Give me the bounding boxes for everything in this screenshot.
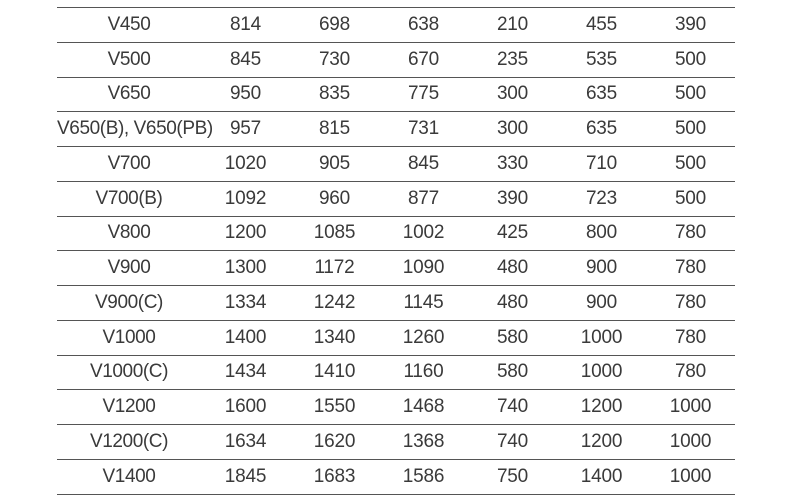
value-cell: 950 bbox=[201, 77, 290, 112]
model-cell: V500 bbox=[57, 42, 201, 77]
value-cell: 1090 bbox=[379, 251, 468, 286]
value-cell: 1172 bbox=[290, 251, 379, 286]
table-row bbox=[57, 216, 735, 251]
value-cell: 877 bbox=[379, 181, 468, 216]
value-cell: 1092 bbox=[201, 181, 290, 216]
model-cell: V900(C) bbox=[57, 286, 201, 321]
table-row bbox=[57, 320, 735, 355]
value-cell: 845 bbox=[379, 147, 468, 182]
value-cell: 775 bbox=[379, 77, 468, 112]
value-cell: 1242 bbox=[290, 286, 379, 321]
value-cell: 900 bbox=[557, 286, 646, 321]
value-cell: 1550 bbox=[290, 390, 379, 425]
value-cell: 1586 bbox=[379, 459, 468, 494]
model-cell: V1400 bbox=[57, 459, 201, 494]
value-cell: 1334 bbox=[201, 286, 290, 321]
value-cell: 390 bbox=[646, 8, 735, 43]
table-row bbox=[57, 42, 735, 77]
table-row bbox=[57, 8, 735, 43]
value-cell: 1200 bbox=[557, 425, 646, 460]
model-cell: V1200 bbox=[57, 390, 201, 425]
table-row bbox=[57, 355, 735, 390]
value-cell: 1000 bbox=[557, 355, 646, 390]
value-cell: 500 bbox=[646, 181, 735, 216]
table-row bbox=[57, 390, 735, 425]
value-cell: 1200 bbox=[201, 216, 290, 251]
value-cell: 300 bbox=[468, 112, 557, 147]
dimensions-table bbox=[57, 7, 735, 495]
value-cell: 425 bbox=[468, 216, 557, 251]
value-cell: 1434 bbox=[201, 355, 290, 390]
value-cell: 1340 bbox=[290, 320, 379, 355]
table-row bbox=[57, 147, 735, 182]
value-cell: 500 bbox=[646, 77, 735, 112]
value-cell: 670 bbox=[379, 42, 468, 77]
value-cell: 1400 bbox=[557, 459, 646, 494]
value-cell: 814 bbox=[201, 8, 290, 43]
value-cell: 1002 bbox=[379, 216, 468, 251]
table-row bbox=[57, 286, 735, 321]
value-cell: 500 bbox=[646, 112, 735, 147]
model-cell: V700 bbox=[57, 147, 201, 182]
table-row bbox=[57, 459, 735, 494]
value-cell: 815 bbox=[290, 112, 379, 147]
value-cell: 1468 bbox=[379, 390, 468, 425]
value-cell: 500 bbox=[646, 42, 735, 77]
model-cell: V650 bbox=[57, 77, 201, 112]
table-row bbox=[57, 77, 735, 112]
table-row bbox=[57, 251, 735, 286]
value-cell: 1634 bbox=[201, 425, 290, 460]
value-cell: 1260 bbox=[379, 320, 468, 355]
value-cell: 580 bbox=[468, 355, 557, 390]
value-cell: 710 bbox=[557, 147, 646, 182]
value-cell: 580 bbox=[468, 320, 557, 355]
model-cell: V700(B) bbox=[57, 181, 201, 216]
value-cell: 480 bbox=[468, 286, 557, 321]
value-cell: 845 bbox=[201, 42, 290, 77]
value-cell: 750 bbox=[468, 459, 557, 494]
table-row bbox=[57, 112, 735, 147]
model-cell: V1000(C) bbox=[57, 355, 201, 390]
value-cell: 1160 bbox=[379, 355, 468, 390]
table-row bbox=[57, 425, 735, 460]
model-cell: V450 bbox=[57, 8, 201, 43]
value-cell: 1620 bbox=[290, 425, 379, 460]
value-cell: 740 bbox=[468, 425, 557, 460]
value-cell: 800 bbox=[557, 216, 646, 251]
value-cell: 730 bbox=[290, 42, 379, 77]
table-row bbox=[57, 181, 735, 216]
value-cell: 835 bbox=[290, 77, 379, 112]
model-cell: V1000 bbox=[57, 320, 201, 355]
value-cell: 723 bbox=[557, 181, 646, 216]
value-cell: 1000 bbox=[646, 390, 735, 425]
value-cell: 900 bbox=[557, 251, 646, 286]
value-cell: 1400 bbox=[201, 320, 290, 355]
value-cell: 1000 bbox=[557, 320, 646, 355]
value-cell: 780 bbox=[646, 251, 735, 286]
value-cell: 731 bbox=[379, 112, 468, 147]
value-cell: 235 bbox=[468, 42, 557, 77]
value-cell: 1300 bbox=[201, 251, 290, 286]
value-cell: 780 bbox=[646, 216, 735, 251]
value-cell: 1000 bbox=[646, 459, 735, 494]
model-cell: V1200(C) bbox=[57, 425, 201, 460]
value-cell: 635 bbox=[557, 112, 646, 147]
value-cell: 1845 bbox=[201, 459, 290, 494]
value-cell: 1085 bbox=[290, 216, 379, 251]
value-cell: 455 bbox=[557, 8, 646, 43]
value-cell: 905 bbox=[290, 147, 379, 182]
value-cell: 210 bbox=[468, 8, 557, 43]
value-cell: 300 bbox=[468, 77, 557, 112]
value-cell: 1368 bbox=[379, 425, 468, 460]
value-cell: 780 bbox=[646, 320, 735, 355]
value-cell: 1600 bbox=[201, 390, 290, 425]
model-cell: V650(B), V650(PB) bbox=[57, 112, 201, 147]
value-cell: 780 bbox=[646, 355, 735, 390]
value-cell: 698 bbox=[290, 8, 379, 43]
value-cell: 480 bbox=[468, 251, 557, 286]
value-cell: 960 bbox=[290, 181, 379, 216]
value-cell: 330 bbox=[468, 147, 557, 182]
value-cell: 390 bbox=[468, 181, 557, 216]
table-body bbox=[57, 8, 735, 495]
value-cell: 1145 bbox=[379, 286, 468, 321]
value-cell: 1000 bbox=[646, 425, 735, 460]
value-cell: 638 bbox=[379, 8, 468, 43]
dimensions-table-container bbox=[57, 7, 735, 495]
value-cell: 500 bbox=[646, 147, 735, 182]
value-cell: 957 bbox=[201, 112, 290, 147]
value-cell: 535 bbox=[557, 42, 646, 77]
value-cell: 740 bbox=[468, 390, 557, 425]
value-cell: 1200 bbox=[557, 390, 646, 425]
value-cell: 1683 bbox=[290, 459, 379, 494]
model-cell: V800 bbox=[57, 216, 201, 251]
value-cell: 1410 bbox=[290, 355, 379, 390]
value-cell: 780 bbox=[646, 286, 735, 321]
value-cell: 635 bbox=[557, 77, 646, 112]
value-cell: 1020 bbox=[201, 147, 290, 182]
model-cell: V900 bbox=[57, 251, 201, 286]
